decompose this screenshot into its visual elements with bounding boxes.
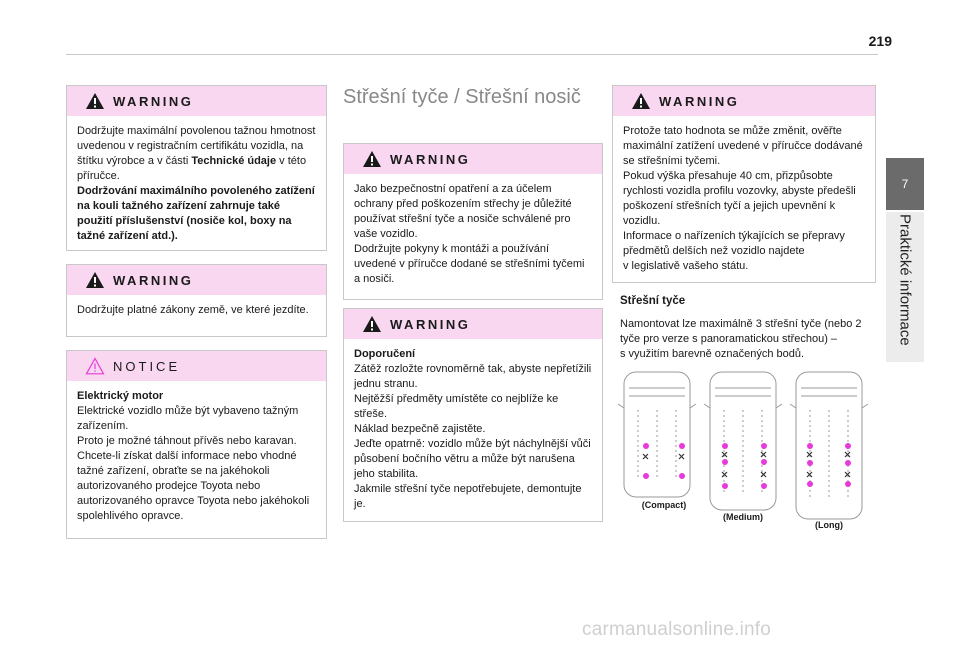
bar-mount-points: [643, 443, 851, 489]
roof-bars-text: Namontovat lze maximálně 3 střešní tyče (nebo 2 tyče pro verze s panoramatickou střechou) – s využitím barevně označených bodů.: [620, 318, 862, 360]
warning-header: [344, 309, 602, 339]
van-medium-outline: [704, 372, 782, 510]
van-compact-outline: [618, 372, 696, 497]
warning-label: WARNING: [390, 151, 471, 167]
label-compact: (Compact): [641, 500, 687, 510]
warning-triangle-icon: [631, 92, 651, 110]
cross-marks: [643, 452, 850, 477]
warning-header: [613, 86, 875, 116]
notice-header: [67, 351, 326, 381]
warning-label: WARNING: [659, 93, 740, 109]
page-number: 219: [868, 33, 892, 49]
van-long-outline: [790, 372, 868, 519]
warning-text: Protože tato hodnota se může změnit, ověřte maximální zatížení uvedené v příručce dodávané se střešními tyčemi. Pokud výška přesahuje 40 cm, přizpůsobte rychlosti vozidla profilu vozovky, abyste předešli poškození střešních tyčí a jejich upevnění k vozidlu. Informace o nařízeních týkajících se přepravy předmětů delších než vozidlo najdete v legislativě vašeho státu.: [623, 125, 863, 272]
notice-box-electric-motor: [66, 350, 327, 539]
warning-text: Zátěž rozložte rovnoměrně tak, abyste nepřetížili jednu stranu. Nejtěžší předměty umístěte co nejblíže ke střeše. Náklad bezpečně zajistěte. Jeďte opatrně: vozidlo může být náchylnější vůči působení bočního větru a může být narušena jeho stabilita. Jakmile střešní tyče nepotřebujete, demontujte je.: [354, 363, 592, 510]
warning-header: [67, 265, 326, 295]
warning-box-load-height: [612, 85, 876, 283]
chapter-title: Praktické informace: [896, 214, 914, 346]
warning-triangle-icon: [85, 271, 105, 289]
roof-bars-heading: Střešní tyče: [620, 295, 686, 307]
notice-label: NOTICE: [113, 358, 181, 374]
warning-box-towing-weight: [66, 85, 327, 251]
warning-triangle-icon: [362, 315, 382, 333]
section-title: Střešní tyče / Střešní nosič: [343, 86, 581, 108]
notice-title: Elektrický motor: [77, 390, 164, 402]
warning-text: Dodržujte platné zákony země, ve které jezdíte.: [77, 304, 309, 316]
warning-label: WARNING: [390, 316, 471, 332]
warning-header: [67, 86, 326, 116]
warning-text: Jako bezpečnostní opatření a za účelem ochrany před poškozením střechy je důležité používat střešní tyče a nosiče schválené pro vaše vozidlo. Dodržujte pokyny k montáži a používání uvedené v příručce dodané se střešními tyčemi a nosiči.: [354, 183, 585, 285]
warning-bold-text: Dodržování maximálního povoleného zatížení na kouli tažného zařízení zahrnuje také použití příslušenství (nosiče kol, boxy na tažné zařízení atd.).: [77, 185, 315, 242]
warning-label: WARNING: [113, 272, 194, 288]
warning-label: WARNING: [113, 93, 194, 109]
warning-box-approved-bars: [343, 143, 603, 300]
warning-box-recommendation: [343, 308, 603, 522]
label-long: (Long): [815, 520, 843, 530]
warning-header: [344, 144, 602, 174]
warning-triangle-icon: [362, 150, 382, 168]
warning-text: Dodržujte maximální povolenou tažnou hmotnost uvedenou v registračním certifikátu vozidla, na štítku výrobce a v části Technické údaje v této příručce.: [77, 125, 316, 182]
notice-text: Elektrické vozidlo může být vybaveno tažným zařízením. Proto je možné táhnout přívěs nebo karavan. Chcete-li získat další informace nebo vhodné tažné zařízení, obraťte se na jakéhokoli autorizovaného prodejce Toyota nebo autorizovaného opravce Toyota nebo jakéhokoli spolehlivého opravce.: [77, 405, 310, 522]
label-medium: (Medium): [723, 512, 763, 522]
warning-triangle-icon: [85, 92, 105, 110]
header-rule: [66, 54, 878, 55]
chapter-tab[interactable]: 7: [886, 158, 924, 210]
roof-bar-positions-diagram: [614, 366, 876, 536]
watermark: carmanualsonline.info: [582, 619, 772, 640]
recommendation-title: Doporučení: [354, 348, 416, 360]
warning-box-local-laws: [66, 264, 327, 337]
notice-triangle-icon: [85, 357, 105, 375]
